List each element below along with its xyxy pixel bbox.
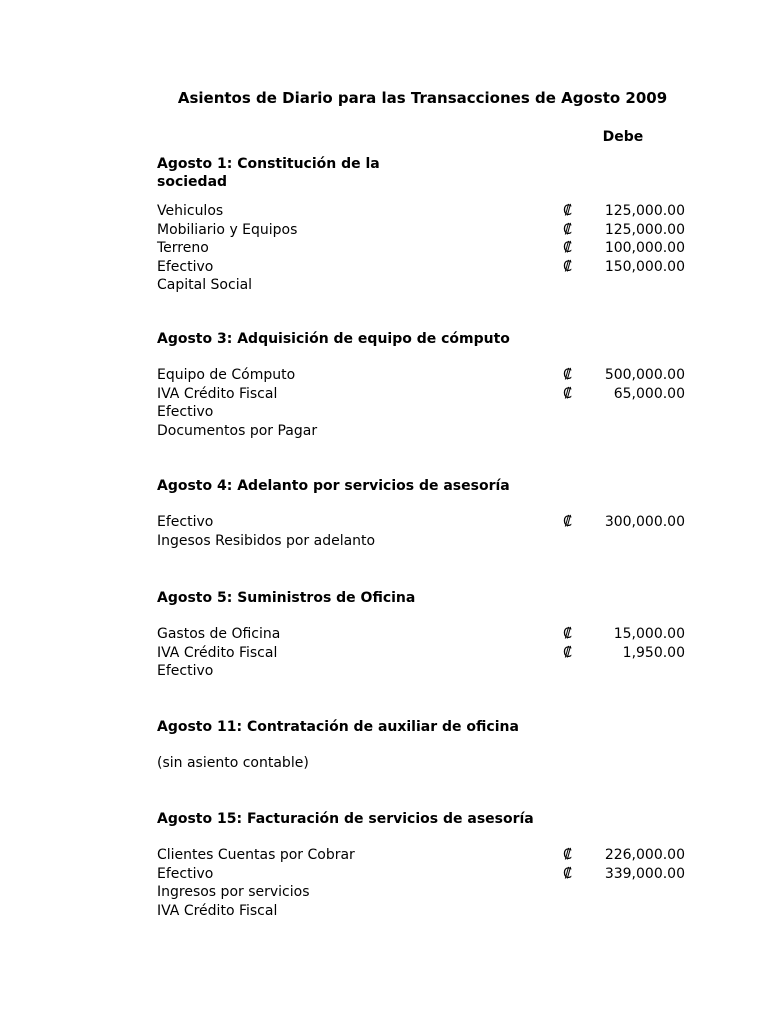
document-title: Asientos de Diario para las Transacciones de Agosto 2009	[177, 89, 668, 107]
journal-entry	[157, 846, 685, 865]
section-heading: Agosto 11: Contratación de auxiliar de oficina	[157, 719, 519, 735]
section-heading: Agosto 5: Suministros de Oficina	[157, 590, 416, 606]
journal-entry	[157, 366, 685, 385]
currency-symbol: ₡	[563, 385, 572, 402]
journal-entry	[157, 865, 685, 884]
account-name: Gastos de Oficina	[157, 626, 281, 642]
account-name: Efectivo	[157, 404, 214, 420]
no-entry-note: (sin asiento contable)	[157, 755, 309, 771]
debit-amount: 150,000.00	[604, 258, 685, 275]
journal-entry	[157, 644, 685, 663]
account-name: Efectivo	[157, 663, 214, 679]
debit-amount: 125,000.00	[604, 203, 685, 219]
entry-list	[157, 513, 685, 550]
currency-symbol: ₡	[563, 258, 572, 275]
entry-list	[157, 366, 685, 440]
debit-amount: 226,000.00	[604, 847, 685, 863]
journal-section-agosto-15	[157, 810, 685, 920]
currency-symbol: ₡	[563, 221, 572, 238]
account-name: IVA Crédito Fiscal	[157, 644, 278, 661]
currency-symbol: ₡	[563, 240, 572, 256]
debit-amount: 100,000.00	[604, 240, 685, 256]
account-name: Terreno	[157, 240, 209, 256]
debit-amount: 125,000.00	[604, 221, 685, 238]
journal-entry	[157, 276, 685, 295]
journal-section-agosto-1	[157, 155, 685, 295]
entry-list	[157, 625, 685, 681]
journal-entry	[157, 662, 685, 681]
debit-amount: 500,000.00	[604, 367, 685, 383]
debit-amount: 1,950.00	[622, 644, 685, 661]
journal-entry	[157, 403, 685, 422]
entry-list	[157, 846, 685, 920]
journal-entry	[157, 202, 685, 221]
journal-entry	[157, 513, 685, 532]
currency-symbol: ₡	[563, 626, 572, 642]
journal-entry	[157, 625, 685, 644]
journal-section-agosto-11	[157, 718, 685, 772]
account-name: IVA Crédito Fiscal	[157, 902, 278, 919]
debit-amount: 65,000.00	[613, 385, 685, 402]
account-name: Capital Social	[157, 277, 253, 293]
debit-amount: 15,000.00	[613, 626, 685, 642]
journal-section-agosto-4	[157, 477, 685, 550]
debit-amount: 300,000.00	[604, 514, 685, 530]
section-heading: Agosto 15: Facturación de servicios de asesoría	[157, 811, 534, 827]
account-name: IVA Crédito Fiscal	[157, 385, 278, 402]
journal-entry	[157, 532, 685, 551]
account-name: Equipo de Cómputo	[157, 367, 296, 383]
account-name: Efectivo	[157, 258, 214, 275]
section-heading: Agosto 1: Constitución de la sociedad	[157, 156, 380, 190]
account-name: Clientes Cuentas por Cobrar	[157, 847, 355, 863]
journal-entry	[157, 883, 685, 902]
account-name: Vehiculos	[157, 203, 224, 219]
journal-entry	[157, 902, 685, 921]
section-heading: Agosto 3: Adquisición de equipo de cómputo	[157, 331, 510, 347]
debit-amount: 339,000.00	[604, 865, 685, 882]
journal-entry	[157, 422, 685, 441]
account-name: Ingresos por servicios	[157, 884, 310, 900]
currency-symbol: ₡	[563, 367, 572, 383]
account-name: Efectivo	[157, 514, 214, 530]
currency-symbol: ₡	[563, 514, 572, 530]
account-name: Efectivo	[157, 865, 214, 882]
account-name: Documentos por Pagar	[157, 422, 318, 439]
journal-entry	[157, 385, 685, 404]
journal-section-agosto-5	[157, 589, 685, 681]
currency-symbol: ₡	[563, 865, 572, 882]
journal-entry	[157, 258, 685, 277]
journal-section-agosto-3	[157, 330, 685, 440]
entry-list	[157, 202, 685, 295]
currency-symbol: ₡	[563, 203, 572, 219]
debit-column-header: Debe	[602, 129, 644, 145]
currency-symbol: ₡	[563, 644, 572, 661]
journal-entry	[157, 221, 685, 240]
currency-symbol: ₡	[563, 847, 572, 863]
account-name: Ingesos Resibidos por adelanto	[157, 532, 376, 549]
account-name: Mobiliario y Equipos	[157, 221, 298, 238]
journal-entry	[157, 239, 685, 258]
section-heading: Agosto 4: Adelanto por servicios de asesoría	[157, 478, 510, 494]
